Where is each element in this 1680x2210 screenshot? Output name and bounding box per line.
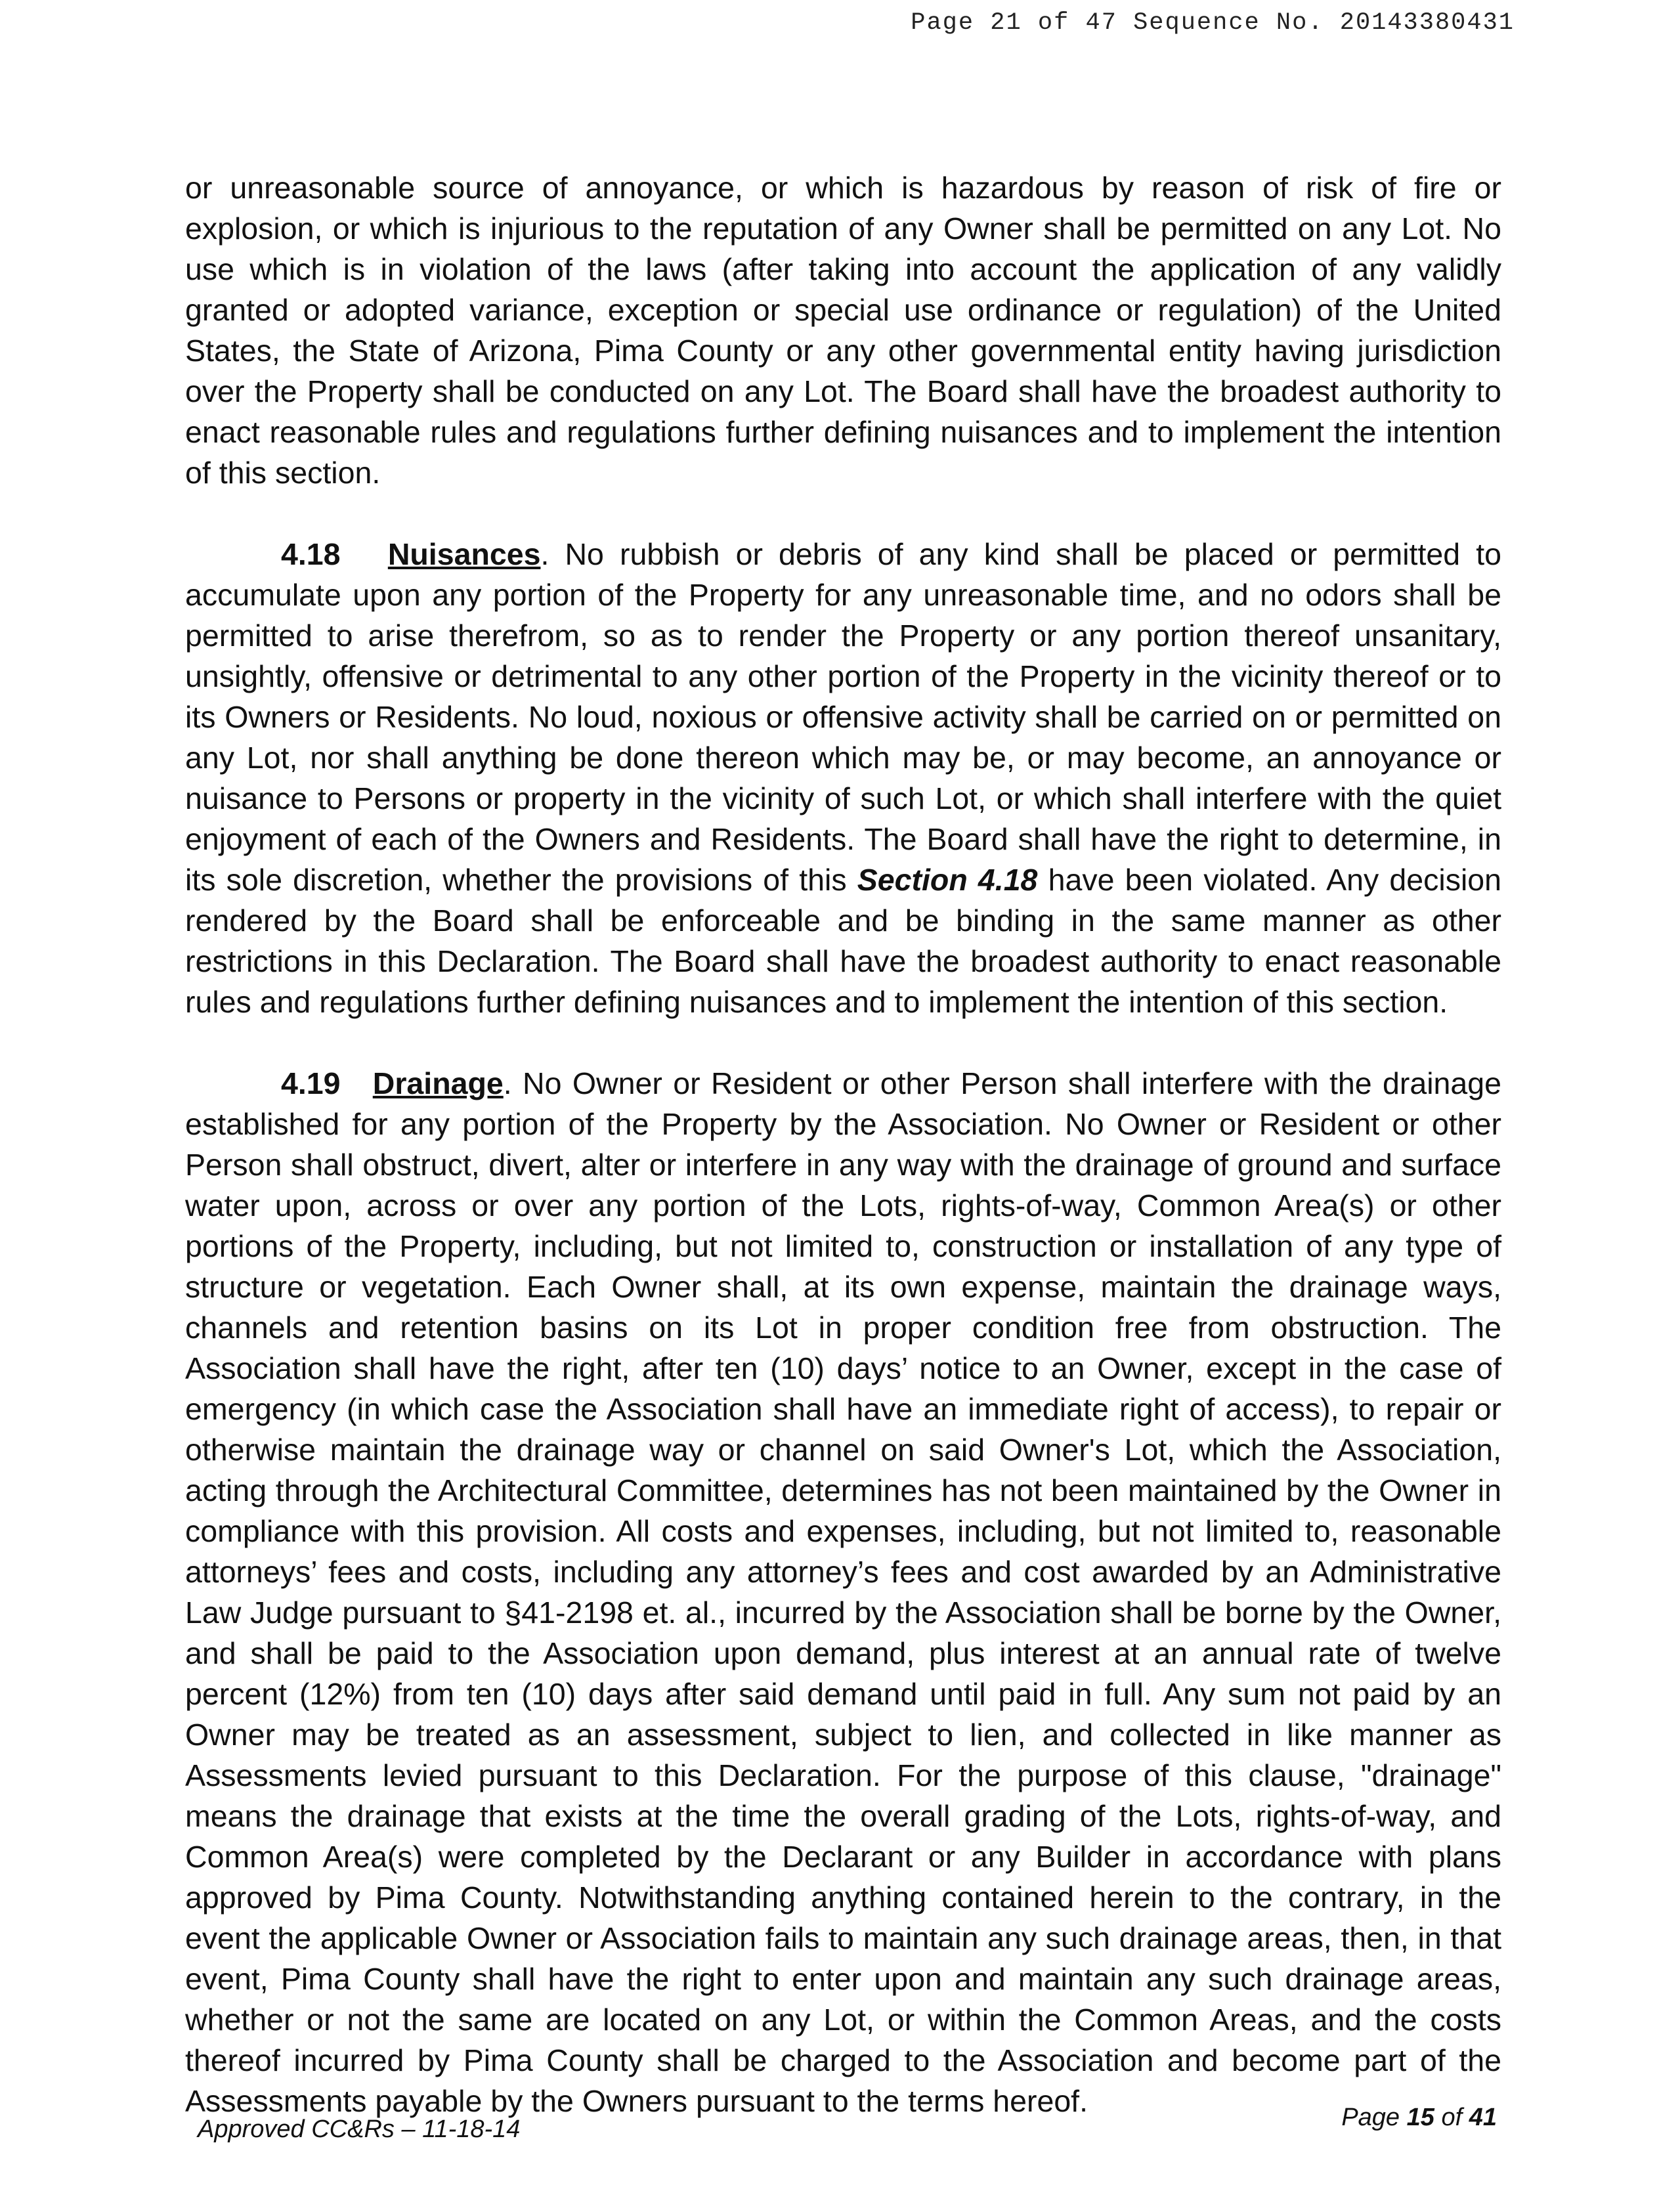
intro-paragraph: or unreasonable source of annoyance, or which is hazardous by reason of risk of fire or explosion, or which is injurious to the reputation of any Owner shall be permitted on any Lot. No use which is in violation of the laws (after taking into account the application of any validly granted or adopted variance, exception or special use ordinance or regulation) of the United States, the State of Arizona, Pima County or any other governmental entity having jurisdiction over the Property shall be conducted on any Lot. The Board shall have the broadest authority to enact reasonable rules and regulations further defining nuisances and to implement the intention of this section. [185,171,1501,490]
section-reference: Section 4.18 [857,863,1038,897]
document-body [185,167,1501,2121]
footer-page-current: 15 [1406,2104,1434,2131]
section-text-continued: have been violated. Any decision rendered by the Board shall be enforceable and be binding in the same manner as other restrictions in this Declaration. The Board shall have the broadest authority to enact reasonable rules and regulations further defining nuisances and to implement the intention of this section. [185,863,1501,1019]
section-4-18-paragraph [185,534,1501,1022]
footer-page-number [1341,2104,1497,2132]
section-title: Drainage [372,1066,504,1100]
section-number: 4.19 [281,1066,341,1100]
section-text: . No rubbish or debris of any kind shall be placed or permitted to accumulate upon any portion of the Property for any unreasonable time, and no odors shall be permitted to arise therefrom, so as to render the Property or any portion thereof unsanitary, unsightly, offensive or detrimental to any other portion of the Property in the vicinity thereof or to its Owners or Residents. No loud, noxious or offensive activity shall be carried on or permitted on any Lot, nor shall anything be done thereon which may be, or may become, an annoyance or nuisance to Persons or property in the vicinity of such Lot, or which shall interfere with the quiet enjoyment of each of the Owners and Residents. The Board shall have the right to determine, in its sole discretion, whether the provisions of this [185,537,1501,897]
section-text: . No Owner or Resident or other Person shall interfere with the drainage established for any portion of the Property by the Association. No Owner or Resident or other Person shall obstruct, divert, alter or interfere in any way with the drainage of ground and surface water upon, across or over any portion of the Lots, rights-of-way, Common Area(s) or other portions of the Property, including, but not limited to, construction or installation of any type of structure or vegetation. Each Owner shall, at its own expense, maintain the drainage ways, channels and retention basins on its Lot in proper condition free from obstruction. The Association shall have the right, after ten (10) days’ notice to an Owner, except in the case of emergency (in which case the Association shall have an immediate right of access), to repair or otherwise maintain the drainage way or channel on said Owner's Lot, which the Association, acting through the Architectural Committee, determines has not been maintained by the Owner in compliance with this provision. All costs and expenses, including, but not limited to, reasonable attorneys’ fees and costs, including any attorney’s fees and cost awarded by an Administrative Law Judge pursuant to §41-2198 et. al., incurred by the Association shall be borne by the Owner, and shall be paid to the Association upon demand, plus interest at an annual rate of twelve percent (12%) from ten (10) days after said demand until paid in full. Any sum not paid by an Owner may be treated as an assessment, subject to lien, and collected in like manner as Assessments levied pursuant to this Declaration. For the purpose of this clause, "drainage" means the drainage that exists at the time the overall grading of the Lots, rights-of-way, and Common Area(s) were completed by the Declarant or any Builder in accordance with plans approved by Pima County. Notwithstanding anything contained herein to the contrary, in the event the applicable Owner or Association fails to maintain any such drainage areas, then, in that event, Pima County shall have the right to enter upon and maintain any such drainage areas, whether or not the same are located on any Lot, or within the Common Areas, and the costs thereof incurred by Pima County shall be charged to the Association and become part of the Assessments payable by the Owners pursuant to the terms hereof. [185,1066,1501,2118]
footer-page-total: 41 [1469,2104,1497,2131]
footer-page-word: Page [1341,2104,1407,2131]
footer-of-word: of [1434,2104,1469,2131]
section-4-19-paragraph [185,1063,1501,2121]
sequence-header: Page 21 of 47 Sequence No. 20143380431 [911,9,1515,37]
section-number: 4.18 [281,537,341,571]
section-title: Nuisances [387,537,541,571]
footer-document-label: Approved CC&Rs – 11-18-14 [198,2115,521,2143]
